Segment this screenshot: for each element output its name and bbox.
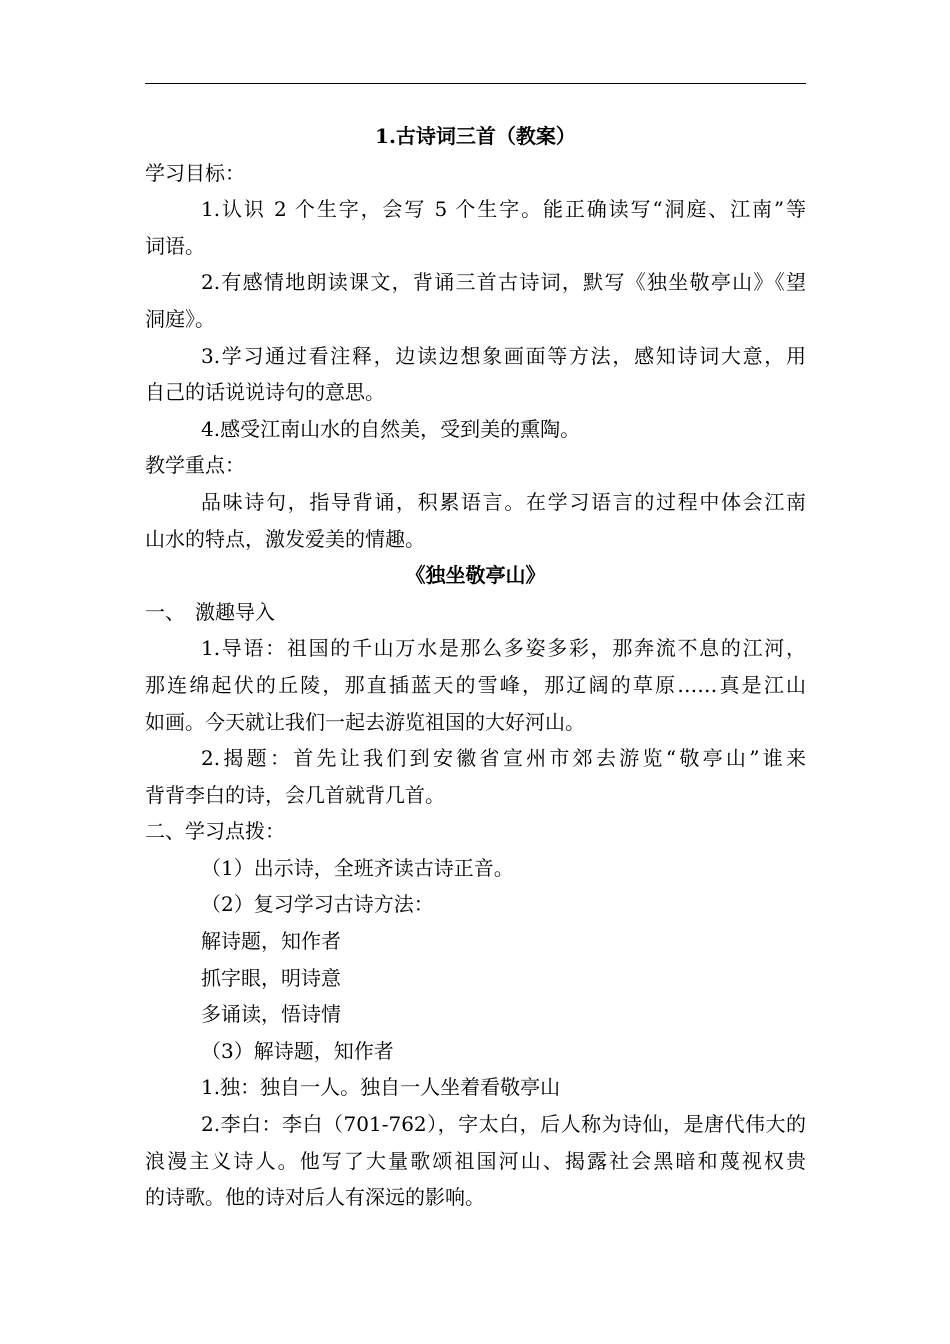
objective-2-line-2: 洞庭》。 bbox=[145, 306, 215, 331]
objective-4-line-1: 4.感受江南山水的自然美，受到美的熏陶。 bbox=[201, 416, 581, 441]
document-body bbox=[145, 118, 806, 1216]
poem-title: 《独坐敬亭山》 bbox=[405, 563, 546, 588]
objectives-heading: 学习目标： bbox=[145, 160, 245, 185]
page-title: 1.古诗词三首（教案） bbox=[375, 124, 576, 148]
note-1-line-1: 1.独：独自一人。独自一人坐着看敬亭山 bbox=[201, 1075, 561, 1100]
note-2-line-1: 2.李白：李白（701-762），字太白，后人称为诗仙，是唐代伟大的 bbox=[201, 1112, 806, 1137]
key-points-line-2: 山水的特点，激发爱美的情趣。 bbox=[145, 526, 425, 551]
section-2-heading: 二、学习点拨： bbox=[145, 819, 285, 844]
method-1: 解诗题，知作者 bbox=[201, 929, 341, 954]
header-rule bbox=[145, 83, 806, 84]
objective-2-line-1: 2.有感情地朗读课文，背诵三首古诗词，默写《独坐敬亭山》《望 bbox=[201, 270, 806, 295]
note-2-line-2: 浪漫主义诗人。他写了大量歌颂祖国河山、揭露社会黑暗和蔑视权贵 bbox=[145, 1148, 806, 1173]
intro-item-1-line-3: 如画。今天就让我们一起去游览祖国的大好河山。 bbox=[145, 709, 585, 734]
intro-item-2-line-2: 背背李白的诗，会几首就背几首。 bbox=[145, 782, 445, 807]
method-2: 抓字眼，明诗意 bbox=[201, 965, 341, 990]
objective-3-line-2: 自己的话说说诗句的意思。 bbox=[145, 380, 385, 405]
intro-item-2-line-1: 2.揭题：首先让我们到安徽省宣州市郊去游览“敬亭山”谁来 bbox=[201, 746, 806, 771]
intro-item-1-line-1: 1.导语：祖国的千山万水是那么多姿多彩，那奔流不息的江河， bbox=[201, 636, 806, 661]
step-3: （3）解诗题，知作者 bbox=[201, 1038, 394, 1063]
key-points-heading: 教学重点： bbox=[145, 453, 245, 478]
objective-1-line-1: 1.认识 2 个生字，会写 5 个生字。能正确读写“洞庭、江南”等 bbox=[201, 197, 806, 222]
step-2: （2）复习学习古诗方法： bbox=[201, 892, 434, 917]
section-1-heading: 一、 激趣导入 bbox=[145, 599, 275, 624]
objective-3-line-1: 3.学习通过看注释，边读边想象画面等方法，感知诗词大意，用 bbox=[201, 343, 806, 368]
step-1: （1）出示诗，全班齐读古诗正音。 bbox=[201, 855, 514, 880]
objective-1-line-2: 词语。 bbox=[145, 233, 205, 258]
key-points-line-1: 品味诗句，指导背诵，积累语言。在学习语言的过程中体会江南 bbox=[201, 489, 806, 514]
note-2-line-3: 的诗歌。他的诗对后人有深远的影响。 bbox=[145, 1185, 485, 1210]
intro-item-1-line-2: 那连绵起伏的丘陵，那直插蓝天的雪峰，那辽阔的草原……真是江山 bbox=[145, 672, 806, 697]
method-3: 多诵读，悟诗情 bbox=[201, 1002, 341, 1027]
